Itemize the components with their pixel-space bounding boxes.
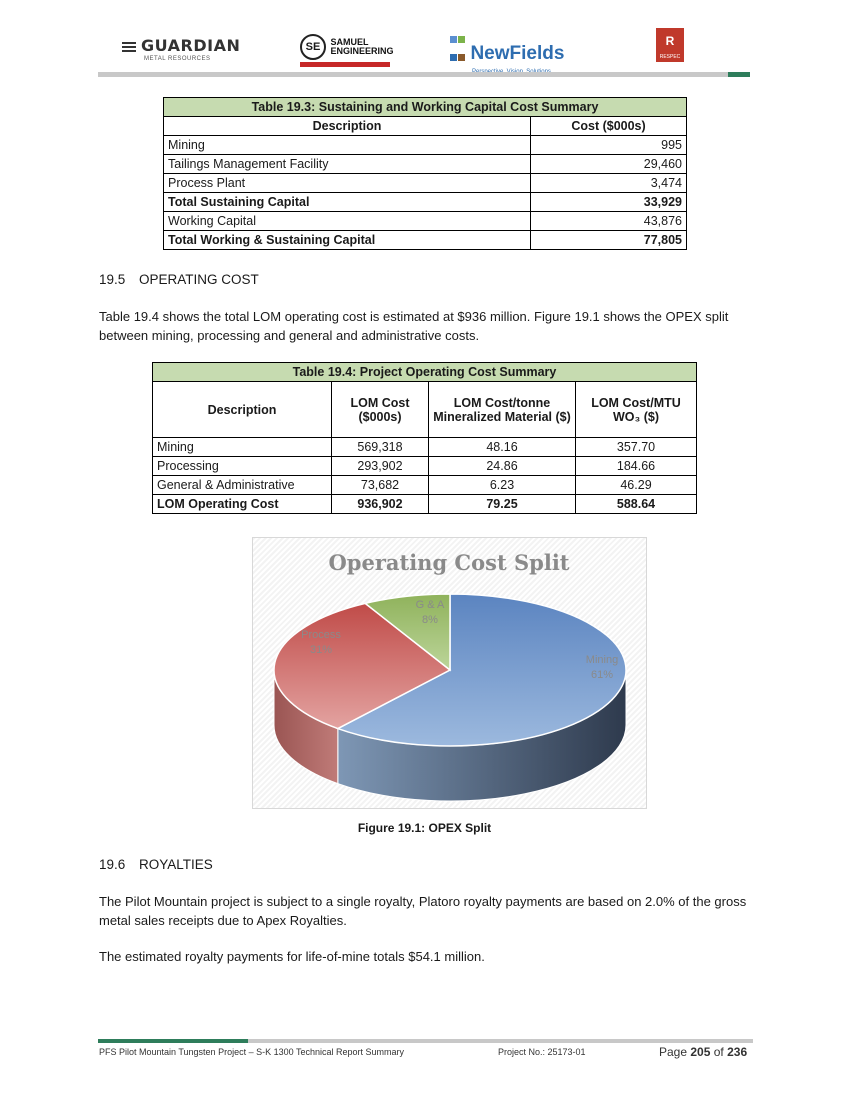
row-tonne: 24.86: [429, 457, 576, 476]
row-mtu: 184.66: [576, 457, 697, 476]
pie-label-mining: Mining: [585, 654, 619, 666]
table-row: [153, 457, 697, 476]
pie-pct-ga: 8%: [422, 614, 438, 626]
row-cost: 995: [531, 136, 687, 155]
section-title: OPERATING COST: [139, 272, 259, 287]
samuel-strip: [300, 62, 390, 67]
row-desc: Processing: [153, 457, 332, 476]
row-mtu: 588.64: [576, 495, 697, 514]
row-desc: Mining: [153, 438, 332, 457]
pie-label-ga: G & A: [415, 599, 445, 611]
table-row: [164, 155, 687, 174]
section-19-6-paragraph-1: The Pilot Mountain project is subject to a single royalty, Platoro royalty payments are based on 2.0% of the gross metal sales receipts due to Apex Royalties.: [99, 894, 747, 928]
row-lom: 293,902: [332, 457, 429, 476]
se-mark: SE: [300, 34, 326, 60]
row-desc: Working Capital: [164, 212, 531, 231]
row-cost: 43,876: [531, 212, 687, 231]
page-total: 236: [727, 1045, 748, 1059]
row-cost: 29,460: [531, 155, 687, 174]
row-desc: Process Plant: [164, 174, 531, 193]
row-desc: General & Administrative: [153, 476, 332, 495]
row-mtu: 46.29: [576, 476, 697, 495]
table-19-3-header-cost: Cost ($000s): [531, 117, 687, 136]
pie-pct-process: 31%: [309, 644, 333, 656]
section-19-5-heading: [99, 272, 259, 287]
samuel-line1: SAMUEL: [330, 37, 369, 47]
footer-report-title: PFS Pilot Mountain Tungsten Project – S-K 1300 Technical Report Summary: [99, 1047, 404, 1057]
row-desc: LOM Operating Cost: [153, 495, 332, 514]
row-tonne: 6.23: [429, 476, 576, 495]
table-row: [153, 495, 697, 514]
section-19-5-paragraph: Table 19.4 shows the total LOM operating cost is estimated at $936 million. Figure 19.1 shows the OPEX split between mining, processing and general and administrative costs.: [99, 309, 729, 343]
respec-glyph-icon: R: [665, 34, 675, 48]
table-19-4-header-desc: Description: [153, 382, 332, 438]
newfields-name: NewFields: [470, 43, 565, 64]
page-word: Page: [659, 1045, 688, 1059]
row-cost: 3,474: [531, 174, 687, 193]
table-row: [153, 476, 697, 495]
footer-project-number: Project No.: 25173-01: [498, 1047, 586, 1057]
table-19-4: [152, 362, 697, 514]
row-tonne: 79.25: [429, 495, 576, 514]
guardian-logo: [122, 36, 240, 62]
of-word: of: [713, 1045, 724, 1059]
table-row: [164, 193, 687, 212]
newfields-squares-icon: [450, 36, 466, 72]
row-lom: 569,318: [332, 438, 429, 457]
pie-pct-mining: 61%: [590, 669, 614, 681]
section-number: 19.6: [99, 857, 126, 872]
table-19-4-header-mtu: LOM Cost/MTU WO₃ ($): [576, 382, 697, 438]
guardian-name: GUARDIAN: [141, 36, 241, 55]
table-19-3-title: Table 19.3: Sustaining and Working Capital Cost Summary: [164, 98, 687, 117]
row-mtu: 357.70: [576, 438, 697, 457]
row-cost: 77,805: [531, 231, 687, 250]
table-19-4-header-lom: LOM Cost ($000s): [332, 382, 429, 438]
table-19-4-title: Table 19.4: Project Operating Cost Summary: [153, 363, 697, 382]
footer-page-number: [659, 1045, 747, 1059]
page-current: 205: [690, 1045, 711, 1059]
respec-name: RESPEC: [659, 54, 681, 60]
samuel-line2: ENGINEERING: [330, 46, 394, 56]
row-cost: 33,929: [531, 193, 687, 212]
row-desc: Mining: [164, 136, 531, 155]
row-desc: Total Working & Sustaining Capital: [164, 231, 531, 250]
section-title: ROYALTIES: [139, 857, 213, 872]
pie-label-process: Process: [301, 629, 341, 641]
guardian-sub: METAL RESOURCES: [144, 56, 211, 62]
table-row: [153, 438, 697, 457]
newfields-logo: [450, 36, 564, 75]
table-row: [164, 136, 687, 155]
chart-title: Operating Cost Split: [328, 550, 570, 575]
opex-pie-svg: [253, 538, 646, 808]
section-19-6-paragraph-2: The estimated royalty payments for life-of-mine totals $54.1 million.: [99, 949, 485, 964]
row-tonne: 48.16: [429, 438, 576, 457]
respec-logo: [656, 28, 684, 62]
menu-bars-icon: [122, 40, 136, 54]
header-rule: [98, 72, 728, 77]
row-desc: Tailings Management Facility: [164, 155, 531, 174]
table-19-3: [163, 97, 687, 250]
table-row: [164, 212, 687, 231]
section-number: 19.5: [99, 272, 126, 287]
footer-rule: [248, 1039, 753, 1043]
figure-caption: Figure 19.1: OPEX Split: [357, 821, 492, 835]
section-19-6-heading: [99, 857, 213, 872]
row-desc: Total Sustaining Capital: [164, 193, 531, 212]
table-19-4-header-tonne: LOM Cost/tonne Mineralized Material ($): [429, 382, 576, 438]
table-row: [164, 231, 687, 250]
row-lom: 936,902: [332, 495, 429, 514]
footer-rule-accent: [98, 1039, 248, 1043]
table-19-3-header-desc: Description: [164, 117, 531, 136]
opex-chart: [252, 537, 647, 809]
row-lom: 73,682: [332, 476, 429, 495]
table-row: [164, 174, 687, 193]
header-rule-accent: [728, 72, 750, 77]
samuel-engineering-logo: [300, 34, 393, 60]
